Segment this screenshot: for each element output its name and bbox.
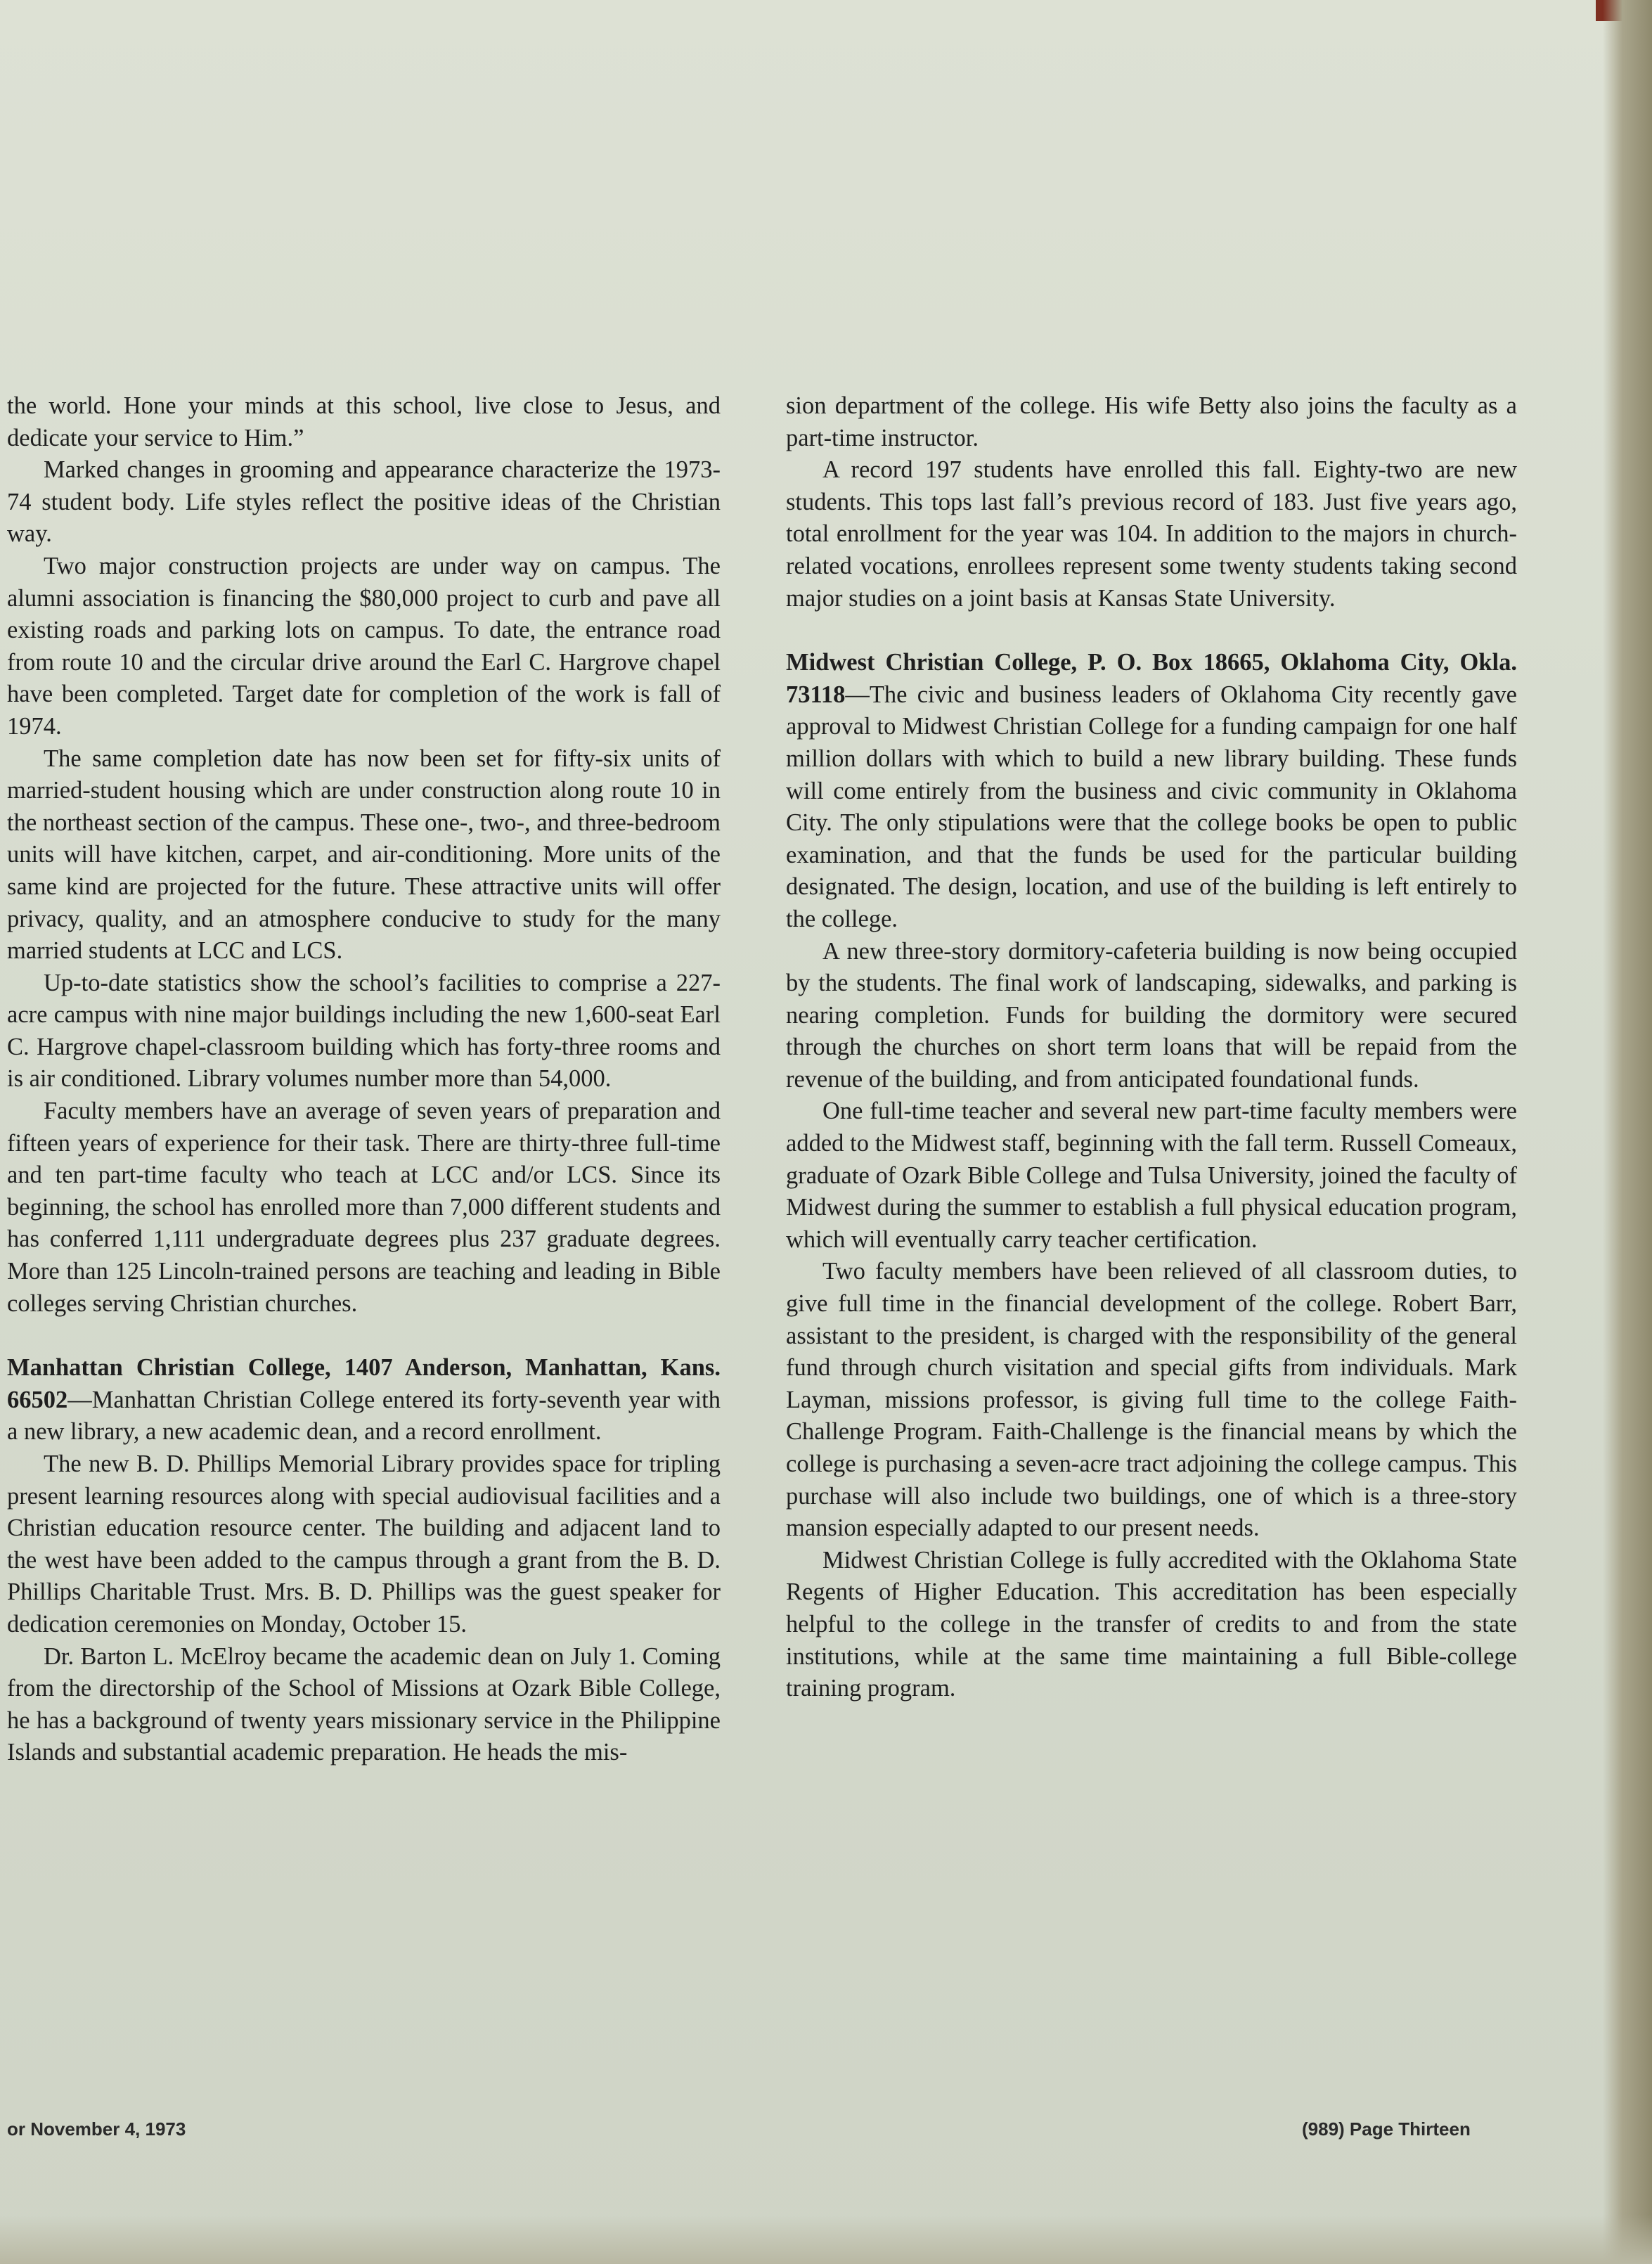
footer-page-number: (989) Page Thirteen — [1302, 2118, 1471, 2140]
right-column — [786, 390, 1517, 1705]
paragraph: Two major construction projects are under way on campus. The alumni association is financing the $80,000 project to curb and pave all existing roads and parking lots on campus. To date, the entrance road from route 10 and the circular drive around the Earl C. Hargrove chapel have been completed. Target date for completion of the work is fall of 1974. — [7, 552, 721, 740]
page-bottom-shadow — [0, 2215, 1652, 2264]
section-lead-text: —Manhattan Christian College entered its forty-seventh year with a new library, a new academic dean, and a record enrollment. — [7, 1386, 721, 1446]
paragraph: A new three-story dormitory-cafeteria building is now being occupied by the students. The final work of landscaping, sidewalks, and parking is nearing completion. Funds for building the dormitory were secured through the churches on short term loans that will be repaid from the revenue of the building, and from anticipated foundational funds. — [786, 937, 1517, 1093]
section-lead-text: —The civic and business leaders of Oklahoma City recently gave approval to Midwest Christian College for a funding campaign for one half million dollars with which to build a new library building. These funds will come entirely from the business and civic community in Oklahoma City. The only stipulations were that the college books be open to public examination, and that the funds be used for the particular building designated. The design, location, and use of the building is left entirely to the college. — [786, 681, 1517, 932]
section-heading: Manhattan Christian College, 1407 Anderson, Manhattan, Kans. 66502 — [7, 1354, 721, 1413]
paragraph: A record 197 students have enrolled this fall. Eighty-two are new students. This tops last fall’s previous record of 183. Just five years ago, total enrollment for the year was 104. In addition to the majors in church-related vocations, enrollees represent some twenty students taking second major studies on a joint basis at Kansas State University. — [786, 456, 1517, 612]
paragraph: Dr. Barton L. McElroy became the academic dean on July 1. Coming from the directorship of the School of Missions at Ozark Bible College, he has a background of twenty years missionary service in the Philippine Islands and substantial academic preparation. He heads the mis- — [7, 1642, 721, 1766]
paragraph: The new B. D. Phillips Memorial Library provides space for tripling present learning resources along with special audiovisual facilities and a Christian education resource center. The building and adjacent land to the west have been added to the campus through a grant from the B. D. Phillips Charitable Trust. Mrs. B. D. Phillips was the guest speaker for dedication ceremonies on Monday, October 15. — [7, 1451, 721, 1638]
paragraph: Two faculty members have been relieved of all classroom duties, to give full time in the financial development of the college. Robert Barr, assistant to the president, is charged with the responsibility of the general fund through church visitation and special gifts from individuals. Mark Layman, missions professor, is giving full time to the college Faith-Challenge Program. Faith-Challenge is the financial means by which the college is purchasing a seven-acre tract adjoining the college campus. This purchase will also include two buildings, one of which is a three-story mansion especially adapted to our present needs. — [786, 1258, 1517, 1542]
paragraph: sion department of the college. His wife Betty also joins the faculty as a part-time instructor. — [786, 392, 1517, 451]
paragraph: Marked changes in grooming and appearance characterize the 1973-74 student body. Life styles reflect the positive ideas of the Christian way. — [7, 456, 721, 548]
section-manhattan — [7, 1352, 721, 1448]
paragraph: the world. Hone your minds at this school, live close to Jesus, and dedicate your service to Him.” — [7, 392, 721, 451]
paragraph: Up-to-date statistics show the school’s facilities to comprise a 227-acre campus with nine major buildings including the new 1,600-seat Earl C. Hargrove chapel-classroom building which has forty-three rooms and is air conditioned. Library volumes number more than 54,000. — [7, 969, 721, 1093]
paragraph: Midwest Christian College is fully accredited with the Oklahoma State Regents of Higher Education. This accreditation has been especially helpful to the college in the transfer of credits to and from the state institutions, while at the same time maintaining a full Bible-college training program. — [786, 1546, 1517, 1702]
section-heading: Midwest Christian College, P. O. Box 18665, Oklahoma City, Okla. 73118 — [786, 649, 1517, 708]
section-midwest — [786, 647, 1517, 935]
left-column — [7, 390, 721, 1769]
paragraph: One full-time teacher and several new part-time faculty members were added to the Midwest staff, beginning with the fall term. Russell Comeaux, graduate of Ozark Bible College and Tulsa University, joined the faculty of Midwest during the summer to establish a full physical education program, which will eventually carry teacher certification. — [786, 1098, 1517, 1253]
page-edge-shadow — [1603, 0, 1652, 2264]
paragraph: Faculty members have an average of seven years of preparation and fifteen years of experience for their task. There are thirty-three full-time and ten part-time faculty who teach at LCC and/or LCS. Since its beginning, the school has enrolled more than 7,000 different students and has conferred 1,111 undergraduate degrees plus 237 graduate degrees. More than 125 Lincoln-trained persons are teaching and leading in Bible colleges serving Christian churches. — [7, 1098, 721, 1317]
paragraph: The same completion date has now been set for fifty-six units of married-student housing which are under construction along route 10 in the northeast section of the campus. These one-, two-, and three-bedroom units will have kitchen, carpet, and air-conditioning. More units of the same kind are projected for the future. These attractive units will offer privacy, quality, and an atmosphere conducive to study for the many married students at LCC and LCS. — [7, 745, 721, 965]
footer-date: or November 4, 1973 — [7, 2118, 186, 2140]
